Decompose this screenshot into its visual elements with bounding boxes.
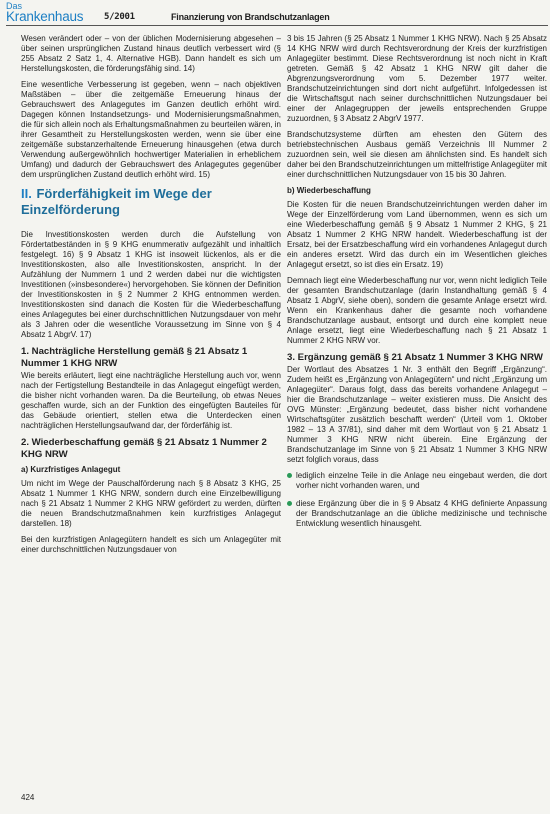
subsection-heading: 1. Nachträgliche Herstellung gemäß § 21 Absatz 1 Nummer 1 KHG NRW [21,346,248,369]
logo-line-krankenhaus: Krankenhaus [6,9,84,24]
paragraph: Bei den kurzfristigen Anlagegütern handelt es sich um Anlagegüter mit einer durchschnittlichen Nutzungsdauer von [21,535,281,554]
page-header [0,0,550,30]
list-item-text: diese Ergänzung über die in § 9 Absatz 4 KHG definierte Anpassung der Brandschutzanlage an die übliche medizinische und technische Entwicklung wesentlich hinausgeht. [296,499,547,528]
bullet-icon [287,473,292,478]
running-title: Finanzierung von Brandschutzanlagen [171,12,330,22]
paragraph: Brandschutzsysteme dürften am ehesten den Gütern des betriebstechnischen Ausbaus gemäß Verzeichnis III Nummer 2 zuzuordnen sein, weil sie diesen am ähnlichsten sind. Es handelt sich daher bei den Brandschutzeinrichtungen um mittelfristige Anlagegüter mit einer durchschnittlichen Nutzungsdauer von 15 bis 30 Jahren. [287,130,547,179]
journal-logo [6,2,83,24]
sub-subsection-heading: b) Wiederbeschaffung [287,186,371,195]
paragraph: Demnach liegt eine Wiederbeschaffung nur vor, wenn nicht lediglich Teile der gesamten Brandschutzanlage (darin Instandhaltung gemäß § 4 Absatz 1 AbgrV, siehe oben), sondern die gesamte Anlage ersetzt wird. Wenn ein Krankenhaus daher die gesamte noch vorhandene Brandschutzanlage ausbaut, entsorgt und durch eine komplett neue Anlage ersetzt, liegt eine Wiederbeschaffung nach § 21 Absatz 1 Nummer 2 KHG NRW vor. [287,276,547,345]
list-item [287,471,547,491]
paragraph: 3 bis 15 Jahren (§ 25 Absatz 1 Nummer 1 KHG NRW). Nach § 25 Absatz 14 KHG NRW wird durch Rechtsverordnung der Kreis der kurzfristigen Anlagegüter bestimmt. Diese Rechtsverordnung ist noch nicht in Kraft getreten. Gemäß § 42 Absatz 1 KHG NRW gilt daher die Abgrenzungsverordnung vom 5. Dezember 1977 weiter. Brandschutzeinrichtungen sind dort nicht aufgeführt. Infolgedessen ist die Wirtschaftsgut nach seiner durchschnittlichen Nutzungsdauer bei einer der Anlagegruppen der jeweils entsprechenden Gruppe zuzuordnen, § 3 Absatz 2 AbgrV 1977. [287,34,547,123]
paragraph: Eine wesentliche Verbesserung ist gegeben, wenn – nach objektiven Maßstäben – über die zeitgemäße Erneuerung hinaus der Gebrauchswert des Anlagegutes im Ganzen deutlich erhöht wird. Dagegen können Instandsetzungs- und Modernisierungsmaßnahmen, die für sich allein noch als Erhaltungsmaßnahmen zu beurteilen wären, in ihrer Gesamtheit zu Herstellungskosten werden, wenn sie über eine zeitgemäße substanzerhaltende Erneuerung hinausgehen (etwa durch Verwendung außergewöhnlich hochwertiger Materialien in erheblichem Umfang) und dadurch der Gebrauchswert des Anlagegutes gegenüber dem ursprünglichen Zustand deutlich erhöht wird. 15) [21,80,281,179]
subsection-heading: 2. Wiederbeschaffung gemäß § 21 Absatz 1 Nummer 2 KHG NRW [21,437,267,460]
paragraph: Wesen verändert oder – von der üblichen Modernisierung abgesehen – über seinen ursprünglichen Zustand hinaus deutlich verbessert wird (§ 255 Absatz 2 Satz 1, 4. Alternative HGB). Dann handelt es sich um Herstellungskosten, die förderungsfähig sind. 14) [21,34,281,73]
section-heading [21,186,281,218]
section-title: Förderfähigkeit im Wege der Einzelförderung [21,186,212,217]
issue-number: 5/2001 [104,12,135,22]
paragraph: Um nicht im Wege der Pauschalförderung nach § 8 Absatz 3 KHG, 25 Absatz 1 Nummer 1 KHG NRW, sondern durch eine Einzelbewilligung nach § 21 Absatz 1 Nummer 2 KHG NRW gefördert zu werden, dürften die neuen Brandschutzmaßnahmen kein kurzfristiges Anlagegut darstellen. 18) [21,479,281,528]
list-item [287,499,547,529]
page-number: 424 [21,793,35,802]
paragraph: Wie bereits erläutert, liegt eine nachträgliche Herstellung auch vor, wenn nach der Fertigstellung Bestandteile in das Anlagegut eingefügt werden, die bisher nicht vorhanden waren. Da die Beurteilung, ob etwas Neues geschaffen wurde, sich an der Funktion des eingefügten Bauteiles für das Gebäude orientiert, stellen etwa die Unterdecken einen nachträglichen Herstellungsaufwand dar, der förderfähig ist. [21,371,281,430]
paragraph: Die Kosten für die neuen Brandschutzeinrichtungen werden daher im Wege der Einzelförderung vom Land übernommen, wenn es sich um eine Wiederbeschaffung gemäß § 9 Absatz 1 Nummer 2 KHG, § 21 Absatz 1 Nummer 2 KHG NRW handelt. Wiederbeschaffung ist der Ersatz, bei der Ersatzbeschaffung wird ein vorhandenes Anlagegut durch ein anderes ersetzt. Wird das durch ein im Wesentlichen gleiches Anlagegut ersetzt, so ist dies ein Ersatz. 19) [287,200,547,269]
list-item-text: lediglich einzelne Teile in die Anlage neu eingebaut werden, die dort vorher nicht vorhanden waren, und [296,471,547,490]
left-column [21,34,281,555]
bullet-icon [287,501,292,506]
paragraph: Der Wortlaut des Absatzes 1 Nr. 3 enthält den Begriff „Ergänzung“. Zudem heißt es „Ergänzung von Anlagegütern“ und nicht „Ergänzung um Anlagegüter“. Daraus folgt, dass das bereits vorhandene Anlagegut – hier die Brandschutzanlage – weiter existieren muss. Die Ansicht des OVG Münster: „Ergänzung bedeutet, dass bisher nicht vorhandene Wirtschaftsgüter zusätzlich beschafft werden“ (Urteil vom 1. Oktober 1982 – 13 A 37/81), sind daher mit dem Wortlaut von § 21 Absatz 1 Nummer 3 KHG NRW nicht überein. Eine Ergänzung der Brandschutzanlage im Sinne von § 21 Absatz 1 Nummer 3 KHG NRW setzt folglich voraus, dass [287,365,547,464]
paragraph: Die Investitionskosten werden durch die Aufstellung von Fördertatbeständen in § 9 KHG enummerativ aufgezählt und inhaltlich festgelegt. 16) § 9 Absatz 1 KHG ist insoweit lückenlos, als er die Investitionskosten, also alle Investitionskosten, anspricht. In der Aufzählung der Nummern 1 und 2 werden dabei nur die wichtigsten Investitionen (»insbesondere«) hervorgehoben. Sie können der Definition der Investitionskosten in § 2 Nummer 2 KHG entnommen werden. Investitionskosten sind danach die Kosten für die Wiederbeschaffung eines Anlagegutes bei einer durchschnittlichen Nutzungsdauer von mehr als 3 Jahren oder die wesentliche Voraussetzung im Sinne von § 4 Absatz 1 AbgrV. 17) [21,230,281,339]
header-rule [6,25,548,26]
section-number: II. [21,186,32,201]
sub-subsection-heading: a) Kurzfristiges Anlagegut [21,465,121,474]
subsection-heading: 3. Ergänzung gemäß § 21 Absatz 1 Nummer 3 KHG NRW [287,352,543,363]
logo-line-das: Das [6,1,23,11]
right-column [287,34,547,537]
